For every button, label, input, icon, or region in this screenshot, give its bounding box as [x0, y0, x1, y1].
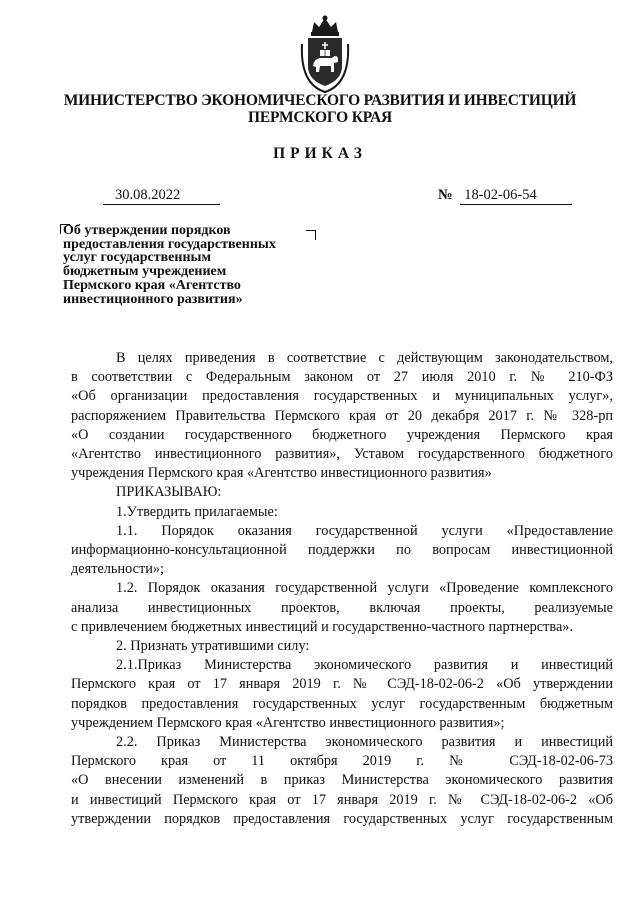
order-directive: ПРИКАЗЫВАЮ:: [116, 484, 222, 501]
number-sign: №: [438, 187, 453, 203]
body-line: учреждения Пермского края «Агентство инвестиционного развития»: [71, 465, 492, 482]
body-line: 1.2. Порядок оказания государственной услуги «Проведение комплексного: [116, 580, 613, 597]
ministry-title-line: ПЕРМСКОГО КРАЯ: [247, 109, 393, 126]
body-line: В целях приведения в соответствие с действующим законодательством,: [116, 350, 613, 366]
body-line: и инвестиций Пермского края от 17 января 2019 г. № СЭД-18-02-06-2 «Об: [71, 791, 613, 808]
order-subject: [63, 224, 313, 306]
subject-line: Пермского края «Агентство: [63, 277, 241, 293]
subject-line: предоставления государственных: [63, 236, 276, 252]
body-line: «Агентство инвестиционного развития», Уставом государственного бюджетного: [71, 446, 613, 463]
ministry-title-line: МИНИСТЕРСТВО ЭКОНОМИЧЕСКОГО РАЗВИТИЯ И ИНВЕСТИЦИЙ: [63, 92, 577, 109]
body-line: утверждении порядков предоставления государственных услуг государственным: [71, 810, 613, 827]
order-number: [438, 186, 572, 204]
body-line: «О внесении изменений в приказ Министерства экономического развития: [71, 772, 613, 789]
body-line: с привлечением бюджетных инвестиций и государственно-частного партнерства».: [71, 618, 574, 635]
body-line: «О создании государственного бюджетного учреждения Пермского края: [71, 426, 613, 443]
perm-krai-coat-of-arms-icon: [298, 14, 352, 94]
subject-line: Об утверждении порядков: [63, 223, 231, 238]
ministry-title: [40, 92, 600, 126]
body-line: учреждением Пермского края «Агентство инвестиционного развития»;: [71, 714, 505, 731]
body-line: в соответствии с Федеральным законом от 27 июля 2010 г. № 210-ФЗ: [71, 369, 613, 386]
body-line: 2.2. Приказ Министерства экономического развития и инвестиций: [116, 734, 613, 751]
body-line: деятельности»;: [71, 561, 164, 578]
body-line: 1.1. Порядок оказания государственной услуги «Предоставление: [116, 522, 613, 539]
body-line: информационно-консультационной поддержки по вопросам инвестиционной: [71, 542, 613, 559]
order-number-value: 18-02-06-54: [460, 186, 572, 205]
subject-line: инвестиционного развития»: [63, 291, 243, 307]
body-line: анализа инвестиционных проектов, включая проекты, реализуемые: [71, 599, 613, 616]
body-line: Пермского края от 17 января 2019 г. № СЭД-18-02-06-2 «Об утверждении: [71, 676, 613, 693]
body-line: распоряжением Правительства Пермского края от 20 декабря 2017 г. № 328-рп: [71, 407, 613, 424]
body-line: 1.Утвердить прилагаемые:: [116, 503, 278, 520]
body-line: 2. Признать утратившими силу:: [116, 638, 310, 655]
order-body: [71, 349, 613, 829]
order-date: 30.08.2022: [103, 186, 220, 205]
body-line: 2.1.Приказ Министерства экономического развития и инвестиций: [116, 657, 613, 674]
body-line: «Об организации предоставления государственных и муниципальных услуг»,: [71, 388, 613, 405]
document-type-title: ПРИКАЗ: [273, 145, 367, 162]
subject-line: бюджетным учреждением: [63, 264, 227, 280]
body-line: Пермского края от 11 октября 2019 г. № СЭД-18-02-06-73: [71, 753, 613, 770]
body-line: порядков предоставления государственных услуг государственным бюджетным: [71, 695, 613, 712]
subject-line: услуг государственным: [63, 250, 211, 266]
